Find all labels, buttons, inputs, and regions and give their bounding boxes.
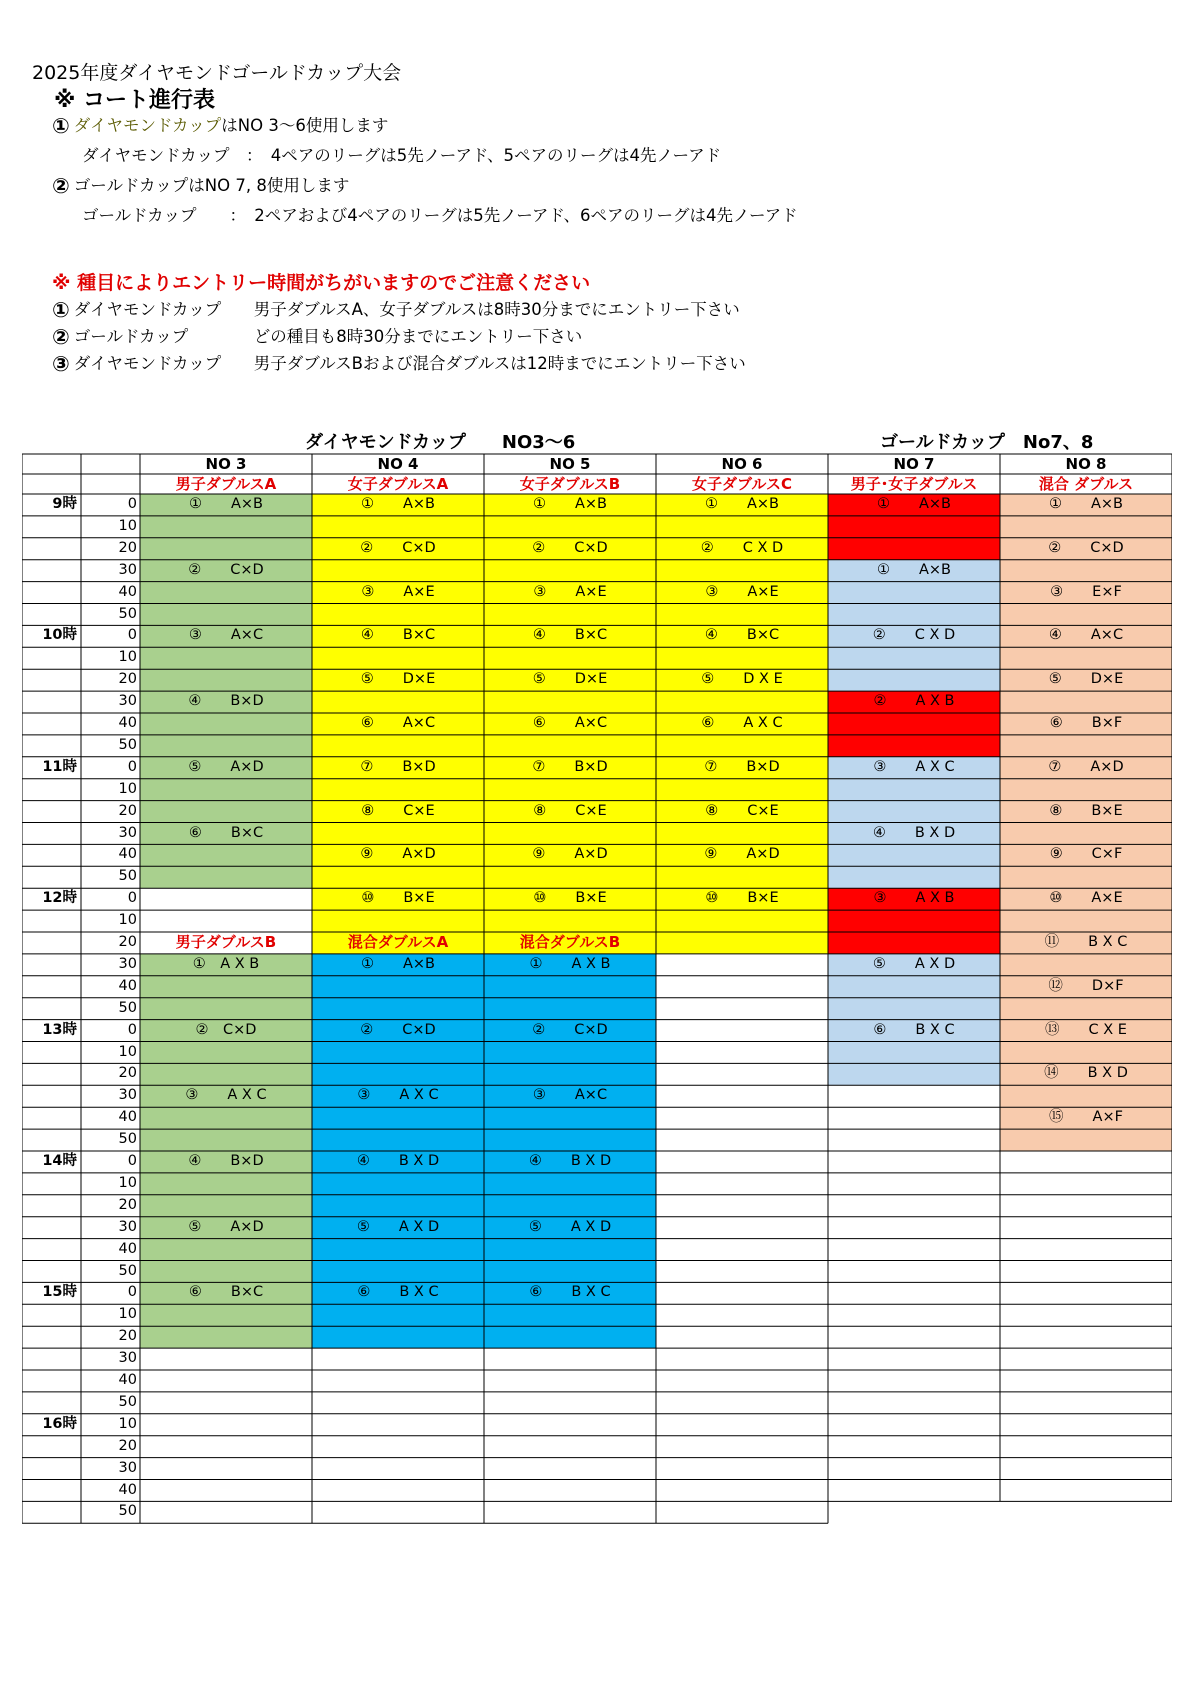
match-cell: ① A×B — [704, 496, 779, 512]
match-cell: ② C×D — [360, 1021, 436, 1038]
court-header: NO 3 — [205, 455, 247, 473]
minute-label: 50 — [118, 999, 137, 1016]
hour-label: 16時 — [42, 1415, 77, 1432]
court-header: NO 4 — [377, 455, 419, 473]
match-cell: ① A×B — [360, 496, 435, 512]
event-header: 混合ダブルスA — [347, 933, 449, 951]
minute-label: 20 — [118, 671, 137, 688]
notice-text: どの種目も8時30分までにエントリー下さい — [253, 327, 583, 346]
match-cell: ④ B×C — [532, 627, 608, 644]
notice-3 — [52, 350, 746, 376]
match-cell: ⑩ B×E — [533, 890, 607, 907]
rule-3 — [52, 172, 349, 198]
match-cell: ⑤ D X E — [701, 671, 783, 688]
match-cell: ⑦ B×D — [704, 758, 780, 775]
match-cell: ④ B X D — [872, 824, 956, 841]
match-cell: ① A X B — [529, 955, 611, 972]
minute-label: 20 — [118, 1065, 137, 1082]
minute-label: 0 — [127, 496, 137, 512]
hour-label: 14時 — [42, 1153, 77, 1169]
minute-label: 20 — [118, 802, 137, 819]
minute-label: 20 — [118, 539, 137, 556]
match-cell: ⑥ B×C — [188, 824, 264, 841]
match-cell: ⑩ B×E — [705, 890, 779, 907]
minute-label: 40 — [118, 846, 137, 863]
rule-4: ゴールドカップ ： 2ペアおよび4ペアのリーグは5先ノーアド、6ペアのリーグは4先ノーアド — [82, 206, 798, 225]
match-cell: ④ B×D — [188, 693, 264, 710]
match-cell: ⑤ A X D — [356, 1218, 440, 1235]
match-cell: ① A×B — [876, 496, 951, 512]
notice-title: ※ 種目によりエントリー時間がちがいますのでご注意ください — [52, 272, 591, 294]
diamond-group-header: ダイヤモンドカップ NO3～6 — [305, 432, 576, 453]
minute-label: 20 — [118, 934, 137, 950]
match-cell: ③ A×C — [188, 627, 264, 644]
match-cell: ⑧ B×E — [1049, 802, 1123, 819]
rule-2: ダイヤモンドカップ ： 4ペアのリーグは5先ノーアド、5ペアのリーグは4先ノーアド — [82, 146, 722, 165]
match-cell: ④ B X D — [356, 1153, 440, 1169]
court-header: NO 8 — [1065, 455, 1107, 473]
match-cell: ③ A X C — [873, 758, 955, 775]
minute-label: 30 — [118, 693, 137, 710]
minute-label: 30 — [118, 824, 137, 841]
match-cell: ⑤ A×D — [188, 758, 264, 775]
match-cell: ③ A×C — [532, 1087, 608, 1104]
match-cell: ② C X D — [872, 627, 956, 644]
match-cell: ⑩ A×E — [1049, 890, 1123, 907]
minute-label: 20 — [118, 1437, 137, 1454]
event-header: 男子ダブルスB — [175, 933, 277, 951]
minute-label: 0 — [127, 1021, 137, 1038]
event-header: 混合ダブルスB — [519, 933, 621, 951]
event-header: 女子ダブルスC — [692, 475, 792, 493]
minute-label: 50 — [118, 605, 137, 622]
match-cell: ② C×D — [532, 1021, 608, 1038]
hour-label: 9時 — [52, 496, 77, 512]
notice-cup: ダイヤモンドカップ — [73, 354, 222, 373]
match-cell: ④ B×C — [360, 627, 436, 644]
minute-label: 30 — [118, 1087, 137, 1104]
match-cell: ② C×D — [1048, 539, 1124, 556]
minute-label: 50 — [118, 1503, 137, 1520]
minute-label: 10 — [118, 1306, 137, 1323]
minute-label: 10 — [118, 517, 137, 534]
match-cell: ⑥ B X C — [873, 1021, 955, 1038]
court-schedule-table — [22, 418, 1172, 1528]
match-cell: ② A X B — [873, 693, 955, 710]
match-cell: ⑧ C×E — [361, 802, 435, 819]
rule-1 — [52, 112, 388, 138]
minute-label: 10 — [118, 912, 137, 929]
notice-number: ① — [52, 298, 70, 322]
match-cell: ⑦ A×D — [1048, 758, 1124, 775]
rule-number: ① — [52, 114, 70, 138]
match-cell: ⑦ B×D — [532, 758, 608, 775]
match-cell: ⑥ B X C — [357, 1284, 439, 1301]
match-cell: ⑨ C×F — [1049, 846, 1123, 863]
match-cell: ④ B×C — [704, 627, 780, 644]
minute-label: 50 — [118, 1393, 137, 1410]
match-cell: ③ A×E — [361, 583, 435, 600]
match-cell: ④ B×D — [188, 1153, 264, 1169]
minute-label: 40 — [118, 583, 137, 600]
match-cell: ⑬ C X E — [1045, 1021, 1127, 1038]
match-cell: ③ A×E — [533, 583, 607, 600]
match-cell: ② C×D — [360, 539, 436, 556]
match-cell: ② C×D — [195, 1021, 257, 1038]
minute-label: 40 — [118, 1109, 137, 1126]
notice-text: 男子ダブルスBおよび混合ダブルスは12時までにエントリー下さい — [253, 354, 746, 373]
match-cell: ⑨ A×D — [704, 846, 780, 863]
minute-label: 10 — [118, 649, 137, 666]
hour-label: 15時 — [42, 1284, 77, 1301]
notice-2 — [52, 323, 582, 349]
minute-label: 0 — [127, 758, 137, 775]
notice-1 — [52, 296, 740, 322]
notice-number: ② — [52, 325, 70, 349]
minute-label: 0 — [127, 1284, 137, 1301]
event-header: 男子･女子ダブルス — [850, 475, 978, 493]
match-cell: ② C X D — [700, 539, 784, 556]
minute-label: 40 — [118, 1372, 137, 1388]
match-cell: ① A×B — [1048, 496, 1123, 512]
match-cell: ⑤ A X D — [872, 955, 956, 972]
match-cell: ⑨ A×D — [360, 846, 436, 863]
minute-label: 40 — [118, 977, 137, 994]
minute-label: 30 — [118, 1350, 137, 1367]
minute-label: 30 — [118, 561, 137, 578]
minute-label: 40 — [118, 1240, 137, 1257]
minute-label: 50 — [118, 1262, 137, 1279]
notice-cup: ダイヤモンドカップ — [73, 300, 222, 319]
match-cell: ④ B X D — [528, 1153, 612, 1169]
minute-label: 10 — [118, 1415, 137, 1432]
event-header: 女子ダブルスA — [347, 475, 449, 493]
match-cell: ⑥ B X C — [529, 1284, 611, 1301]
court-header: NO 7 — [893, 455, 935, 473]
gold-group-header: ゴールドカップ No7、8 — [880, 432, 1094, 453]
match-cell: ③ A X C — [185, 1087, 267, 1104]
hour-label: 12時 — [42, 890, 77, 907]
court-header: NO 5 — [549, 455, 591, 473]
notice-text: 男子ダブルスA、女子ダブルスは8時30分までにエントリー下さい — [253, 300, 740, 319]
match-cell: ⑭ B X D — [1044, 1065, 1128, 1082]
minute-label: 50 — [118, 736, 137, 753]
match-cell: ⑤ D×E — [532, 671, 608, 688]
match-cell: ⑨ A×D — [532, 846, 608, 863]
hour-label: 10時 — [42, 627, 77, 644]
notice-number: ③ — [52, 352, 70, 376]
match-cell: ⑧ C×E — [705, 802, 779, 819]
match-cell: ⑥ B×F — [1049, 715, 1123, 731]
rule-text: ゴールドカップはNO 7, 8使用します — [73, 176, 350, 195]
event-header: 男子ダブルスA — [175, 475, 277, 493]
hour-label: 11時 — [42, 758, 77, 775]
minute-label: 40 — [118, 715, 137, 731]
match-cell: ⑫ D×F — [1048, 977, 1124, 994]
minute-label: 50 — [118, 1131, 137, 1148]
rule-cup: ダイヤモンドカップ — [73, 116, 222, 135]
match-cell: ③ A X C — [357, 1087, 439, 1104]
hour-label: 13時 — [42, 1021, 77, 1038]
match-cell: ⑤ A×D — [188, 1218, 264, 1235]
match-cell: ② C×D — [532, 539, 608, 556]
rule-text: はNO 3～6使用します — [221, 116, 389, 135]
match-cell: ⑩ B×E — [361, 890, 435, 907]
minute-label: 0 — [127, 627, 137, 644]
rule-number: ② — [52, 174, 70, 198]
minute-label: 30 — [118, 1459, 137, 1476]
minute-label: 20 — [118, 1328, 137, 1345]
match-cell: ⑮ A×F — [1049, 1109, 1123, 1126]
notice-cup: ゴールドカップ — [73, 327, 189, 346]
match-cell: ⑪ B X C — [1044, 934, 1128, 950]
match-cell: ⑤ D×E — [360, 671, 436, 688]
match-cell: ② C×D — [188, 561, 264, 578]
match-cell: ③ E×F — [1050, 583, 1122, 600]
minute-label: 0 — [127, 890, 137, 907]
court-header: NO 6 — [721, 455, 763, 473]
minute-label: 10 — [118, 1043, 137, 1060]
match-cell: ③ A X B — [873, 890, 955, 907]
match-cell: ④ A×C — [1048, 627, 1124, 644]
minute-label: 10 — [118, 1174, 137, 1191]
match-cell: ⑤ A X D — [528, 1218, 612, 1235]
match-cell: ⑥ A×C — [532, 715, 608, 731]
minute-label: 30 — [118, 955, 137, 972]
match-cell: ① A×B — [876, 561, 951, 578]
minute-label: 20 — [118, 1196, 137, 1213]
minute-label: 30 — [118, 1218, 137, 1235]
minute-label: 0 — [127, 1153, 137, 1169]
match-cell: ⑥ B×C — [188, 1284, 264, 1301]
match-cell: ① A×B — [188, 496, 263, 512]
match-cell: ③ A×E — [705, 583, 779, 600]
event-header: 女子ダブルスB — [519, 475, 621, 493]
match-cell: ⑥ A×C — [360, 715, 436, 731]
minute-label: 10 — [118, 780, 137, 797]
match-cell: ① A×B — [532, 496, 607, 512]
minute-label: 50 — [118, 868, 137, 885]
document-subtitle: ※ コート進行表 — [54, 88, 216, 113]
match-cell: ⑥ A X C — [701, 715, 783, 731]
match-cell: ⑤ D×E — [1048, 671, 1124, 688]
minute-label: 40 — [118, 1481, 137, 1498]
event-header: 混合 ダブルス — [1038, 475, 1134, 493]
document-title: 2025年度ダイヤモンドゴールドカップ大会 — [32, 62, 402, 84]
match-cell: ① A X B — [192, 955, 260, 972]
match-cell: ① A×B — [360, 955, 435, 972]
match-cell: ⑧ C×E — [533, 802, 607, 819]
match-cell: ⑦ B×D — [360, 758, 436, 775]
